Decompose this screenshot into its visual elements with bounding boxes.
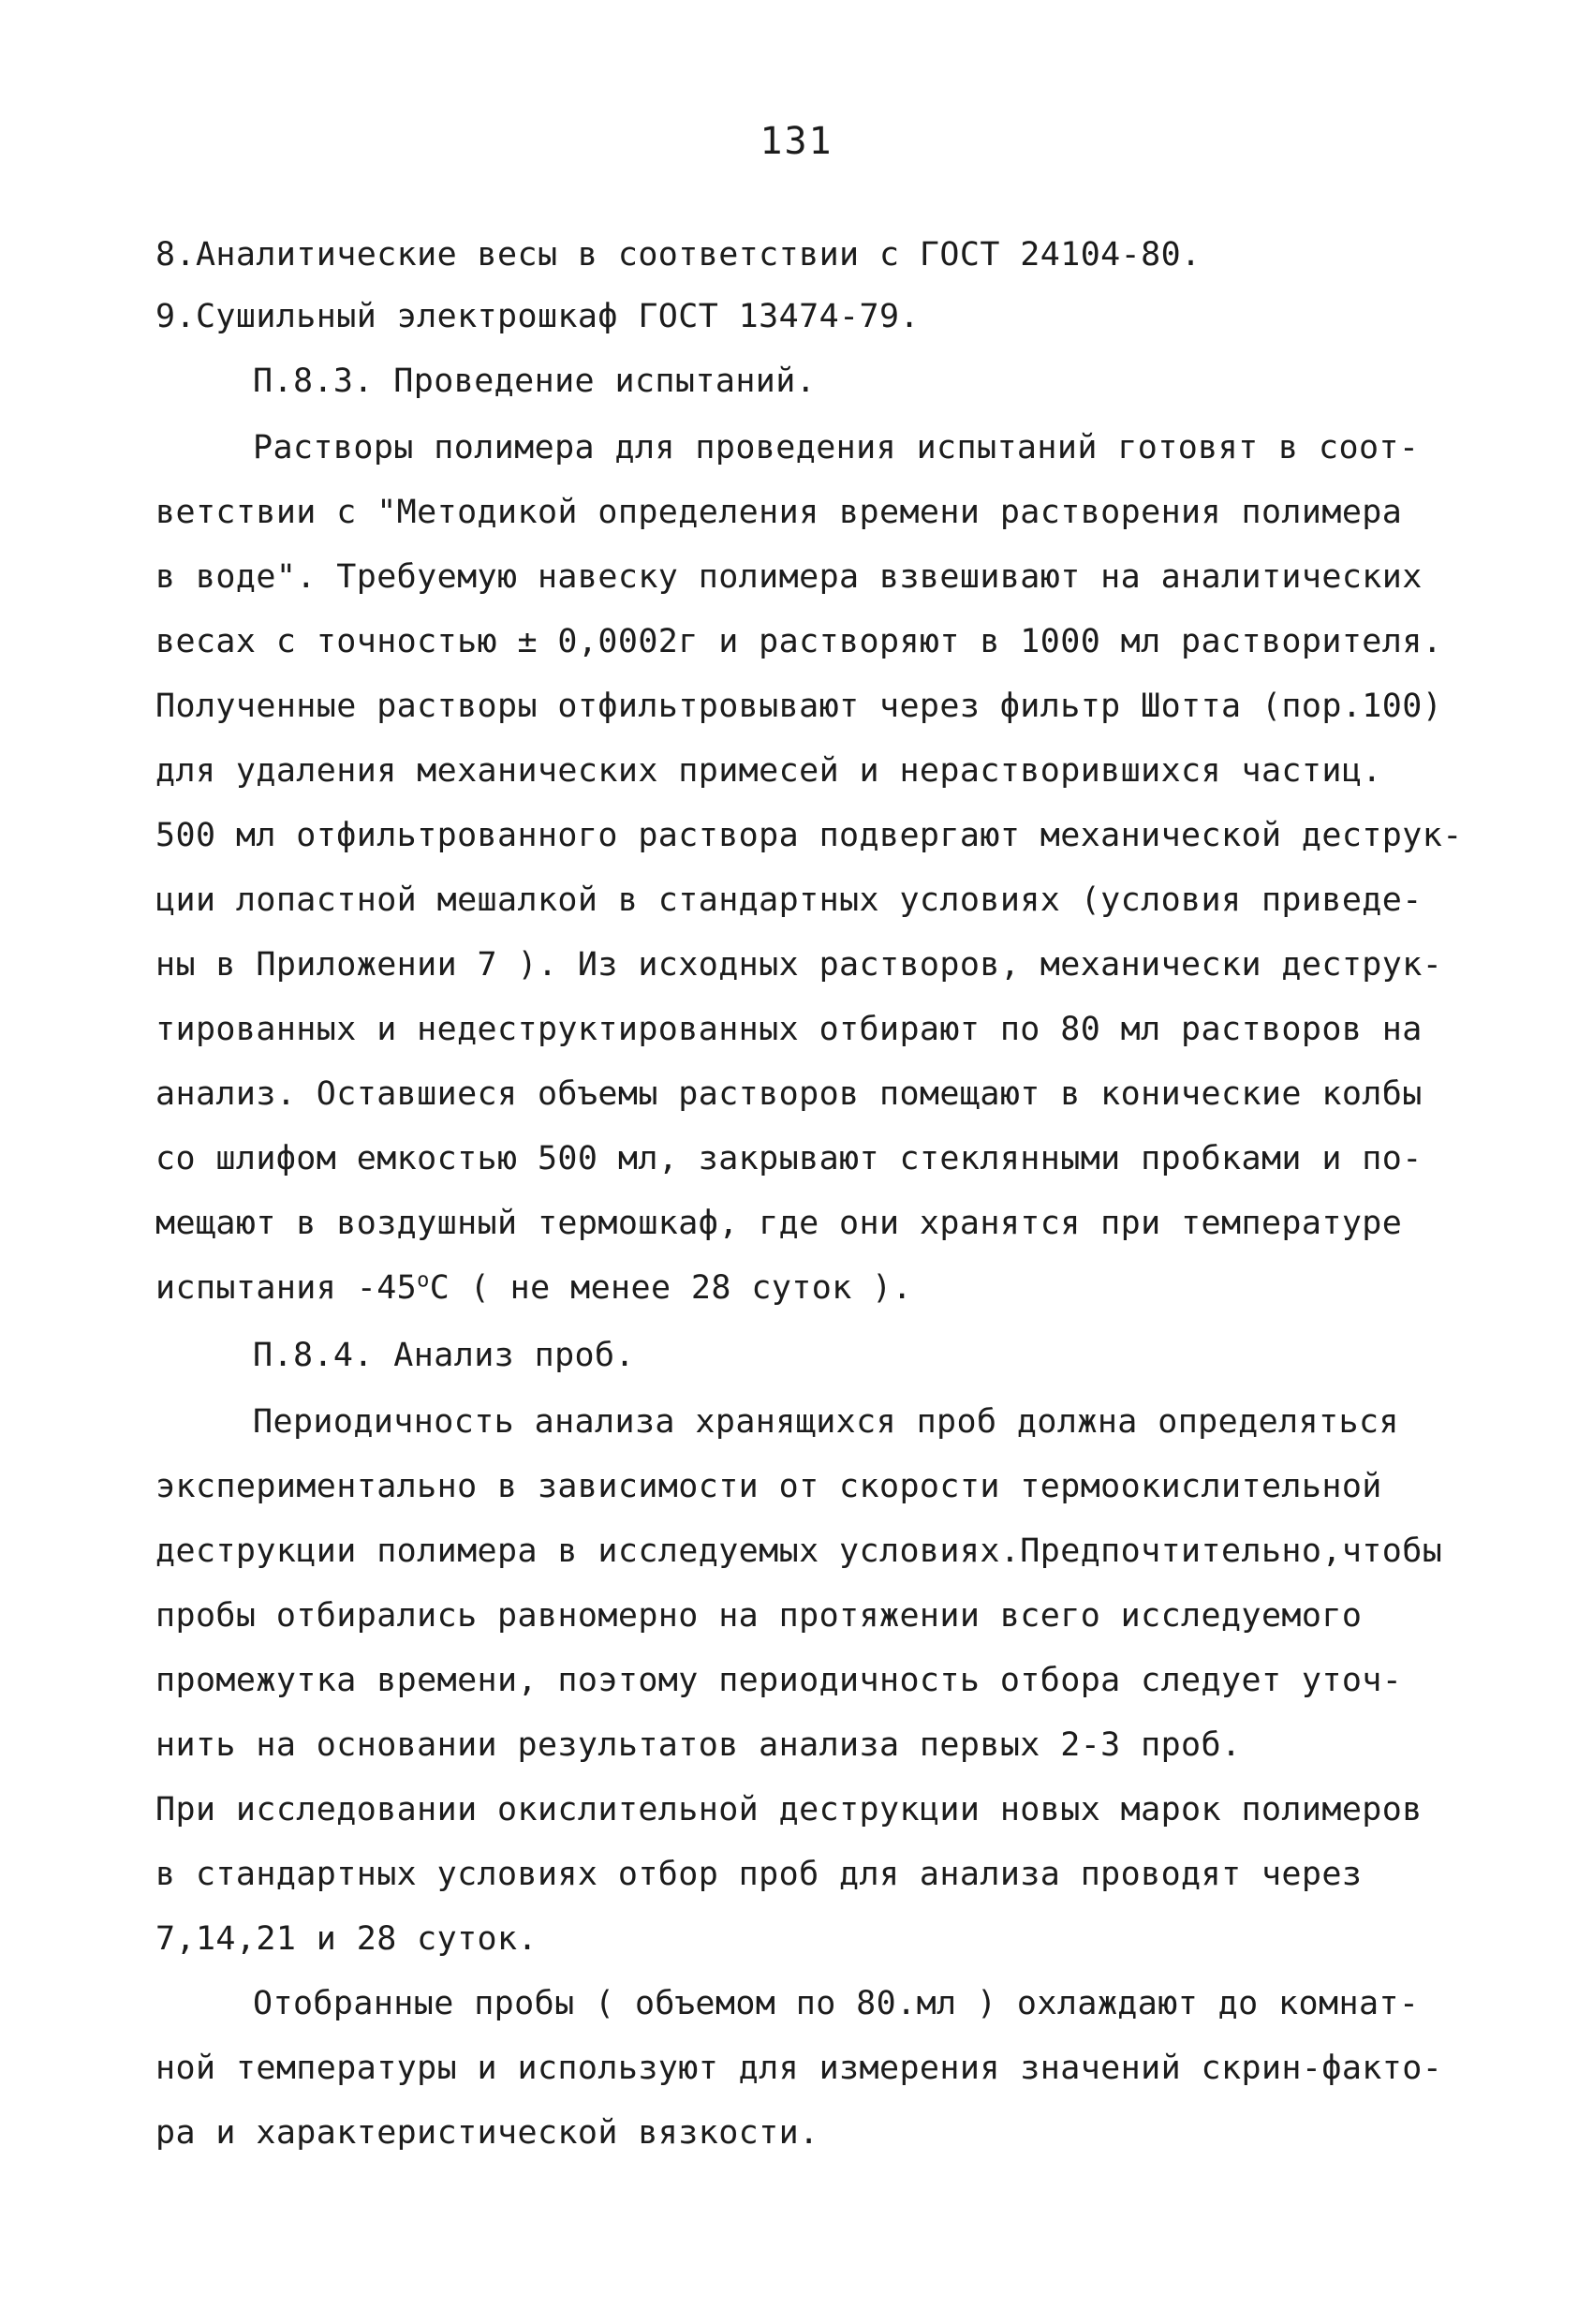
text-line: ны в Приложении 7 ). Из исходных растворов, механически деструк- (155, 946, 1443, 984)
text-line: мещают в воздушный термошкаф, где они хранятся при температуре (155, 1205, 1403, 1242)
section-heading: П.8.4. Анализ проб. (253, 1337, 635, 1374)
text-line: в стандартных условиях отбор проб для анализа проводят через (155, 1856, 1363, 1893)
text-line: со шлифом емкостью 500 мл, закрывают стеклянными пробками и по- (155, 1140, 1423, 1177)
text-line: ции лопастной мешалкой в стандартных условиях (условия приведе- (155, 881, 1423, 919)
text-line: 7,14,21 и 28 суток. (155, 1920, 538, 1958)
text-line: ной температуры и используют для измерения значений скрин-факто- (155, 2050, 1443, 2087)
text-line: 500 мл отфильтрованного раствора подвергают механической деструк- (155, 817, 1463, 854)
text-line: анализ. Оставшиеся объемы растворов помещают в конические колбы (155, 1075, 1423, 1113)
text-line: 8.Аналитические весы в соответствии с ГОСТ 24104-80. (155, 236, 1202, 274)
page-number: 131 (760, 120, 833, 163)
degree-mark: o (417, 1268, 430, 1293)
text-line: Полученные растворы отфильтровывают через фильтр Шотта (пор.100) (155, 688, 1443, 725)
text-line: ра и характеристической вязкости. (155, 2114, 819, 2152)
text-fragment: испытания -45 (155, 1269, 418, 1307)
text-line: тированных и недеструктированных отбирают по 80 мл растворов на (155, 1011, 1423, 1048)
section-heading: П.8.3. Проведение испытаний. (253, 363, 817, 400)
text-line: весах с точностью ± 0,0002г и растворяют в 1000 мл растворителя. (155, 623, 1443, 660)
text-line: промежутка времени, поэтому периодичность отбора следует уточ- (155, 1662, 1403, 1699)
text-line: нить на основании результатов анализа первых 2-3 проб. (155, 1726, 1242, 1764)
text-line: деструкции полимера в исследуемых условиях.Предпочтительно,чтобы (155, 1532, 1443, 1570)
text-line: 9.Сушильный электрошкаф ГОСТ 13474-79. (155, 298, 920, 335)
text-line-temperature (155, 1267, 912, 1309)
text-line: Растворы полимера для проведения испытаний готовят в соот- (253, 429, 1420, 466)
text-line: для удаления механических примесей и нерастворившихся частиц. (155, 752, 1382, 790)
text-fragment: С ( не менее 28 суток ). (429, 1269, 913, 1307)
text-line: Периодичность анализа хранящихся проб должна определяться (253, 1403, 1399, 1441)
text-line: экспериментально в зависимости от скорости термоокислительной (155, 1468, 1382, 1505)
text-line: в воде". Требуемую навеску полимера взвешивают на аналитических (155, 558, 1423, 596)
text-line: Отобранные пробы ( объемом по 80.мл ) охлаждают до комнат- (253, 1985, 1420, 2022)
text-line: пробы отбирались равномерно на протяжении всего исследуемого (155, 1597, 1363, 1635)
text-line: ветствии с "Методикой определения времени растворения полимера (155, 494, 1403, 531)
text-line: При исследовании окислительной деструкции новых марок полимеров (155, 1791, 1423, 1828)
